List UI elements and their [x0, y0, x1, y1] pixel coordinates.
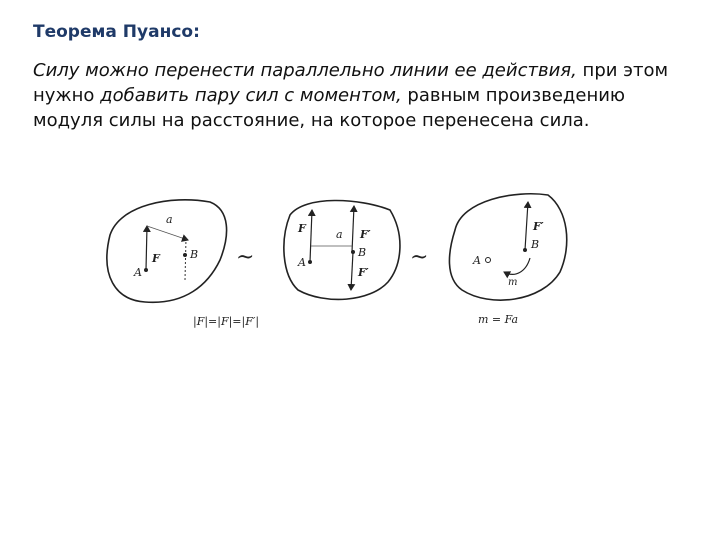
poinsot-diagram — [90, 190, 610, 335]
panel-original-force — [107, 200, 227, 302]
slide-title: Теорема Пуансо: — [33, 22, 200, 42]
label-A-3: A — [473, 254, 481, 267]
poinsot-figure — [90, 190, 610, 339]
label-a-2: a — [336, 228, 343, 241]
label-F-prime-down: F′ — [358, 266, 369, 279]
label-a: a — [166, 213, 173, 226]
force-arrow-F-prime-down — [351, 252, 353, 290]
statement-text-2: при этом нужно — [33, 60, 669, 106]
force-arrow-F-prime — [525, 202, 528, 250]
equivalence-symbol-1: ~ — [236, 245, 255, 270]
moment-arc-m — [504, 258, 530, 274]
force-arrow-F-original — [310, 210, 312, 262]
theorem-statement — [33, 58, 693, 133]
panel-force-and-couple — [449, 194, 566, 300]
caption-moment: m = Fa — [478, 313, 519, 326]
label-F-2: F — [298, 222, 306, 235]
point-A-2 — [308, 260, 312, 264]
statement-italic-1: Силу можно перенести параллельно линии ее действия, — [33, 60, 577, 81]
point-A-3 — [486, 258, 491, 263]
line-through-B — [185, 238, 186, 280]
distance-arrow-a — [147, 226, 188, 240]
statement-text-4: равным произведению модуля силы на расстояние, на которое перенесена сила. — [33, 85, 626, 131]
force-arrow-F — [146, 226, 147, 270]
point-B-2 — [351, 250, 355, 254]
label-A-2: A — [298, 256, 306, 269]
equivalence-symbol-2: ~ — [410, 245, 429, 270]
statement-italic-3: добавить пару сил с моментом, — [100, 85, 402, 106]
point-B — [183, 253, 187, 257]
caption-equal-moduli: |F|=|F|=|F′| — [193, 315, 260, 328]
point-A — [144, 268, 148, 272]
label-F-prime-up: F′ — [360, 228, 371, 241]
label-B-3: B — [531, 238, 540, 251]
panel-added-forces — [284, 200, 400, 299]
label-A: A — [134, 266, 142, 279]
force-arrow-F-prime-up — [352, 206, 354, 252]
label-F-prime-3: F′ — [533, 220, 544, 233]
label-B-2: B — [358, 246, 367, 259]
label-B: B — [190, 248, 199, 261]
label-F: F — [152, 252, 160, 265]
label-m: m — [508, 277, 518, 288]
body-outline-2 — [284, 200, 400, 299]
point-B-3 — [523, 248, 527, 252]
